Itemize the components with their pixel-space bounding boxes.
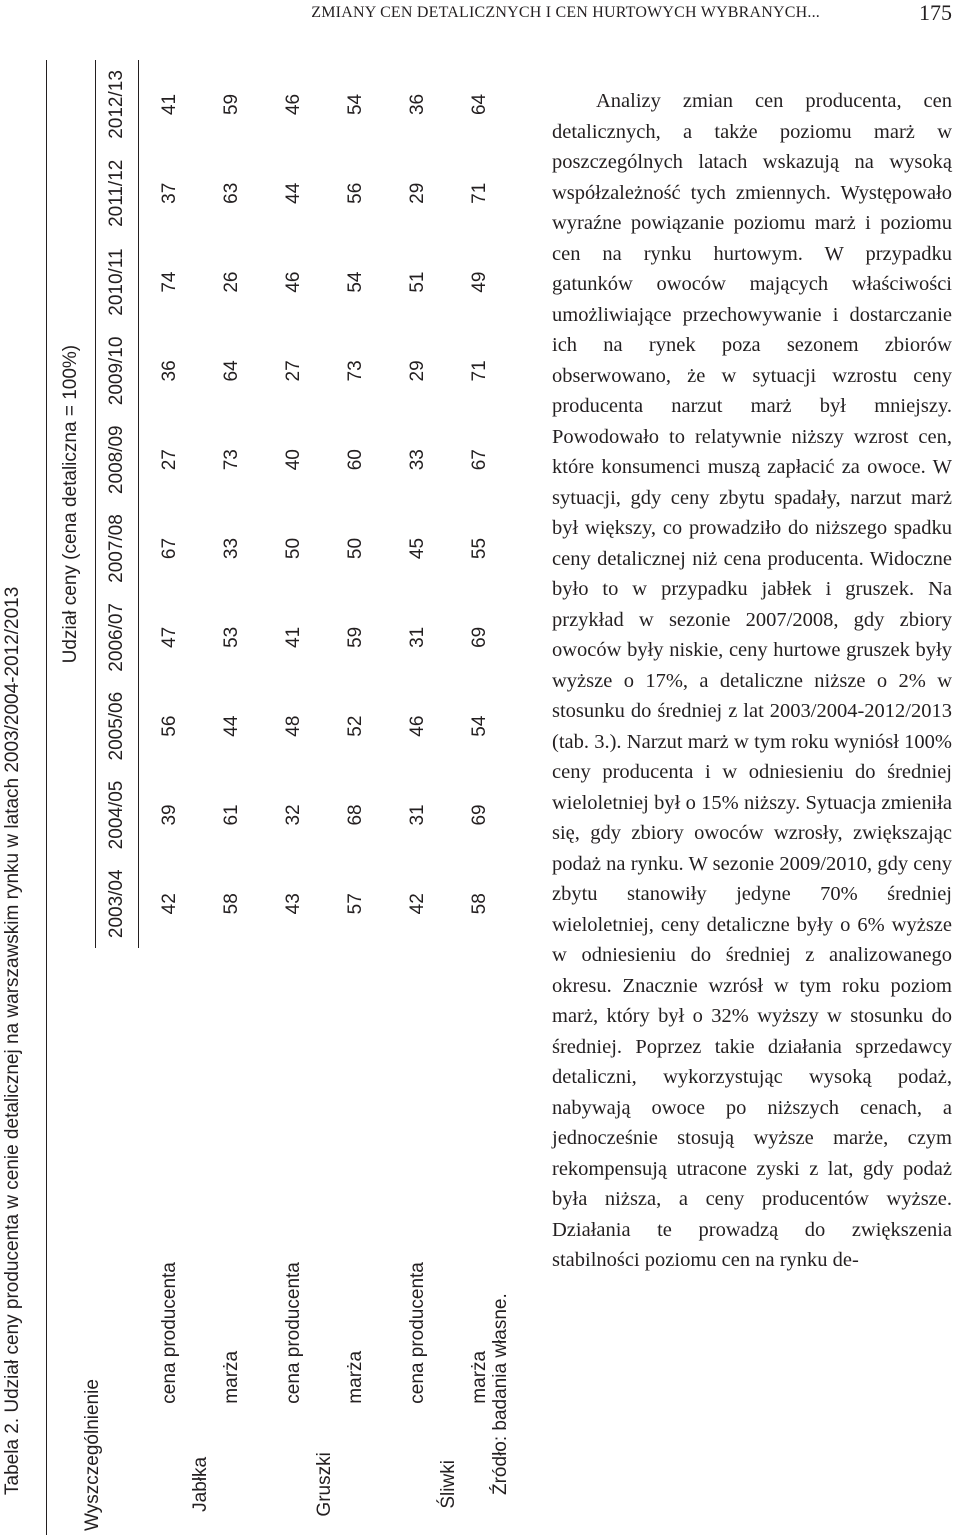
value-cell: 39	[159, 804, 180, 826]
value-cell: 53	[221, 626, 242, 648]
value-cell: 45	[407, 537, 428, 560]
value-cell: 50	[345, 537, 366, 560]
year-header: 2007/08	[96, 504, 139, 593]
year-header: 2011/12	[96, 149, 139, 238]
year-header: 2008/09	[96, 415, 139, 504]
measure-label: cena producenta	[407, 1262, 428, 1404]
value-cell	[511, 859, 530, 948]
value-cell: 27	[159, 449, 180, 471]
table-source: Źródło: badania własne.	[490, 1293, 511, 1495]
value-cell: 67	[159, 537, 180, 560]
table-row	[139, 60, 202, 1535]
year-header: 2010/11	[96, 238, 139, 327]
value-cell: 49	[469, 271, 490, 293]
value-cell: 31	[407, 626, 428, 648]
value-cell: 26	[221, 271, 242, 293]
value-cell: 29	[407, 182, 428, 204]
value-cell: 55	[469, 537, 490, 560]
year-header: 2004/05	[96, 771, 139, 860]
value-cell: 64	[469, 93, 490, 116]
table-header-row	[47, 60, 96, 1535]
value-cell	[511, 149, 530, 238]
value-cell: 51	[407, 271, 428, 293]
value-cell: 61	[221, 804, 242, 826]
table-caption: Tabela 2. Udział ceny producenta w cenie detalicznej na warszawskim rynku w latach 2003/2004-2012/2013	[2, 586, 23, 1495]
value-cell: 73	[221, 449, 242, 471]
value-cell: 58	[469, 893, 490, 915]
value-cell: 44	[221, 715, 242, 737]
value-cell: 46	[283, 271, 304, 293]
table-row	[201, 60, 263, 1535]
value-cell: 44	[283, 182, 304, 204]
value-cell	[511, 60, 530, 149]
value-cell: 67	[469, 449, 490, 471]
fruit-group-name: Jabłka	[189, 1456, 211, 1512]
fruit-group-name	[511, 1434, 530, 1535]
value-cell: 54	[345, 271, 366, 293]
measure-label: cena producenta	[283, 1262, 304, 1404]
spec-header: Wyszczególnienie	[47, 948, 139, 1535]
year-header: 2009/10	[96, 327, 139, 416]
value-cell: 56	[345, 182, 366, 204]
table-row	[387, 60, 449, 1535]
measure-label: marża	[221, 1350, 242, 1404]
value-cell: 27	[283, 360, 304, 382]
table-row	[325, 60, 387, 1535]
value-cell: 63	[221, 182, 242, 204]
measure-label: marża	[345, 1350, 366, 1404]
table-row	[511, 60, 530, 1535]
value-cell: 43	[283, 893, 304, 915]
value-cell: 59	[221, 93, 242, 116]
value-cell: 74	[159, 271, 180, 293]
value-cell: 64	[221, 360, 242, 382]
value-cell: 60	[345, 449, 366, 471]
value-cell: 32	[283, 804, 304, 826]
table-body	[139, 60, 531, 1535]
value-cell: 46	[283, 93, 304, 116]
value-cell	[511, 771, 530, 860]
value-cell	[511, 593, 530, 682]
value-cell: 42	[407, 893, 428, 915]
value-cell: 58	[221, 893, 242, 915]
measure-label: marża	[469, 1350, 490, 1404]
value-cell: 36	[407, 93, 428, 116]
value-cell: 41	[283, 626, 304, 648]
running-title: ZMIANY CEN DETALICZNYCH I CEN HURTOWYCH WYBRANYCH...	[311, 4, 820, 21]
value-cell	[511, 415, 530, 504]
value-cell	[511, 327, 530, 416]
value-cell: 69	[469, 804, 490, 826]
value-cell: 48	[283, 715, 304, 737]
rotated-table-block	[0, 60, 520, 1535]
measure-label: cena producenta	[158, 1262, 180, 1404]
year-header: 2005/06	[96, 682, 139, 771]
share-header: Udział ceny (cena detaliczna = 100%)	[47, 60, 96, 948]
value-cell: 46	[407, 715, 428, 737]
year-header: 2003/04	[96, 859, 139, 948]
value-cell	[511, 238, 530, 327]
value-cell: 68	[345, 804, 366, 826]
fruit-group-name: Śliwki	[438, 1460, 459, 1509]
value-cell: 52	[345, 715, 366, 737]
value-cell: 56	[159, 715, 180, 737]
value-cell: 69	[469, 626, 490, 648]
value-cell: 42	[159, 893, 180, 915]
value-cell: 41	[159, 93, 180, 116]
value-cell	[511, 504, 530, 593]
value-cell: 33	[407, 449, 428, 471]
value-cell: 54	[345, 93, 366, 116]
year-header: 2012/13	[96, 60, 139, 149]
table-row	[263, 60, 325, 1535]
body-paragraph: Analizy zmian cen producenta, cen detalicznych, a także poziomu marż w poszczególnych latach wskazują na wysoką współzależność tych zmiennych. Występowało wyraźne powiązanie poziomu marż i poziomu cen na rynku hurtowym. W przypadku gatunków owoców mających właściwości umożliwiające przechowywanie i dostarczanie ich na rynek poza sezonem zbiorów obserwowano, że w sytuacji wzrostu ceny producenta narzut marż był mniejszy. Powodowało to relatywnie niższy wzrost cen, które konsumenci muszą zapłacić za owoce. W sytuacji, gdy ceny zbytu spadały, narzut marż był większy, co prowadziło do niższego spadku ceny detalicznej niż cena producenta. Widoczne było to w przypadku jabłek i gruszek. Na przykład w sezonie 2007/2008, gdy zbiory owoców były niskie, ceny hurtowe gruszek były wyższe o 17%, a detaliczne niższe o 2% w stosunku do średniej z lat 2003/2004-2012/2013 (tab. 3.). Narzut marż w tym roku wyniósł 100% ceny producenta i w odniesieniu do średniej wieloletniej był o 15% niższy. Sytuacja zmieniła się, gdy zbiory owoców wzrosły, zwiększając podaż na rynku. W sezonie 2009/2010, gdy ceny zbytu stanowiły jedyne 70% średniej wieloletniej, ceny detaliczne były o 6% wyższe w odniesieniu do średniej z analizowanego okresu. Znacznie wzrósł w tym roku poziom marż, który był o 32% wyższy w stosunku do średniej. Poprzez takie działania sprzedawcy detaliczni, wykorzystując wysoką podaż, nabywają owoce po niższych cenach, a jednocześnie stosują wyższe marże, czym rekompensują utracone zyski z lat, gdy podaż była niższa, a ceny producentów wyższe. Działania te prowadzą do zwiększenia stabilności poziomu cen na rynku de-	[552, 90, 952, 1271]
value-cell	[511, 682, 530, 771]
year-header: 2006/07	[96, 593, 139, 682]
value-cell: 40	[283, 449, 304, 471]
value-cell: 31	[407, 804, 428, 826]
measure-label	[511, 948, 530, 1434]
value-cell: 71	[469, 360, 490, 382]
value-cell: 59	[345, 626, 366, 648]
value-cell: 47	[159, 626, 180, 648]
value-cell: 37	[159, 182, 180, 204]
value-cell: 54	[469, 715, 490, 737]
value-cell: 36	[159, 360, 180, 382]
price-share-table	[46, 60, 530, 1535]
value-cell: 71	[469, 182, 490, 204]
value-cell: 29	[407, 360, 428, 382]
fruit-group-name: Gruszki	[314, 1452, 335, 1517]
body-text-column	[552, 86, 952, 1276]
page-number: 175	[919, 0, 952, 25]
value-cell: 57	[345, 893, 366, 915]
value-cell: 73	[345, 360, 366, 382]
value-cell: 50	[283, 537, 304, 560]
value-cell: 33	[221, 537, 242, 560]
